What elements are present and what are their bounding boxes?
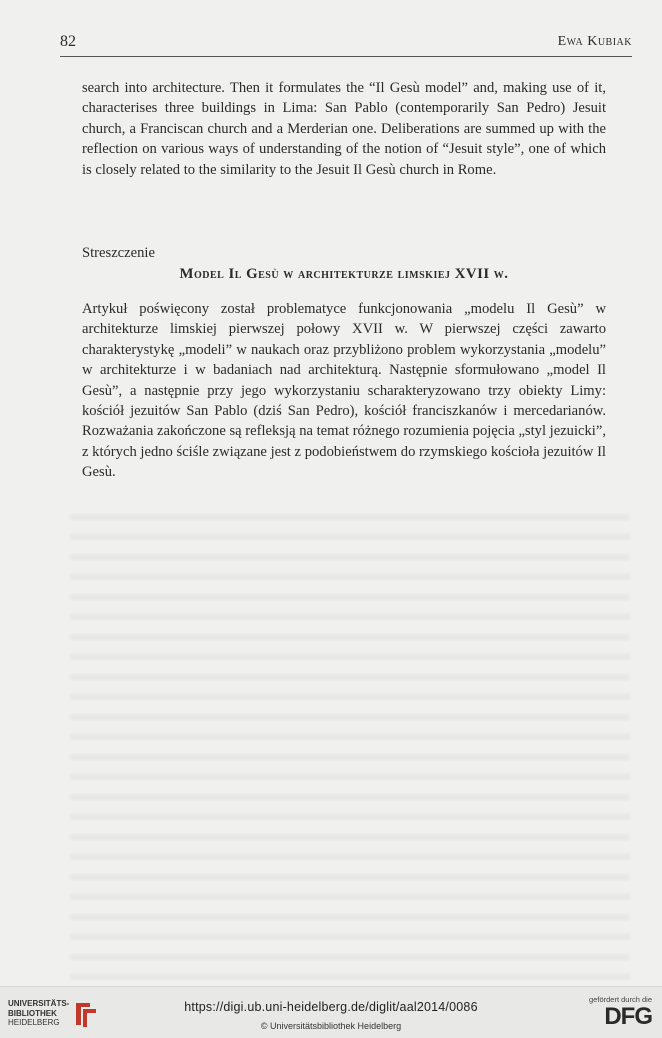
library-name-line1: UNIVERSITÄTS- [8, 999, 70, 1008]
sponsor-caption: gefördert durch die [589, 995, 652, 1004]
page-number: 82 [60, 33, 76, 50]
dfg-logo: DFG [604, 1003, 652, 1030]
library-name-line2: BIBLIOTHEK [8, 1008, 57, 1018]
permalink-url[interactable]: https://digi.ub.uni-heidelberg.de/diglit/aal2014/0086 [184, 1000, 478, 1014]
summary-label: Streszczenie [82, 245, 155, 261]
bleed-through-texture [70, 500, 630, 980]
polish-summary-paragraph: Artykuł poświęcony został problematyce funkcjonowania „modelu Il Gesù” w architekturze limskiej pierwszej połowy XVII w. W pierwszej części zawarto charakterystykę „modeli” w naukach oraz przybliżono problem wykorzystania „modelu” w architekturze i w badaniach nad architekturą. Następnie sformułowano „model Il Gesù”, a następnie przy jego wykorzystaniu scharakteryzowano trzy obiekty Limy: kościół jezuitów San Pablo (dziś San Pedro), kościół franciszkanów i mercedarianów. Rozważania zakończone są refleksją na temat różnego rozumienia pojęcia „styl jezuicki”, z których jedno ściśle związane jest z podobieństwem do rzymskiego kościoła jezuitów Il Gesù. [82, 301, 606, 481]
dfg-sponsor[interactable] [576, 995, 652, 1035]
page-header [60, 30, 632, 57]
copyright-notice: © Universitätsbibliothek Heidelberg [260, 1021, 402, 1031]
english-summary-paragraph: search into architecture. Then it formulates the “Il Gesù model” and, making use of it, characterises three buildings in Lima: San Pablo (contemporarily San Pedro) Jesuit church, a Franciscan church and a Merderian one. Deliberations are summed up with the reflection on various ways of understanding of the notion of “Jesuit style”, one of which is closely related to the similarity to the Jesuit Il Gesù church in Rome. [82, 80, 606, 178]
library-name-line3: HEIDELBERG [8, 1018, 60, 1027]
summary-title: Model Il Gesù w architekturze limskiej XVII w. [179, 266, 509, 282]
viewer-footer [0, 986, 662, 1038]
running-head-author: Ewa Kubiak [557, 34, 632, 49]
